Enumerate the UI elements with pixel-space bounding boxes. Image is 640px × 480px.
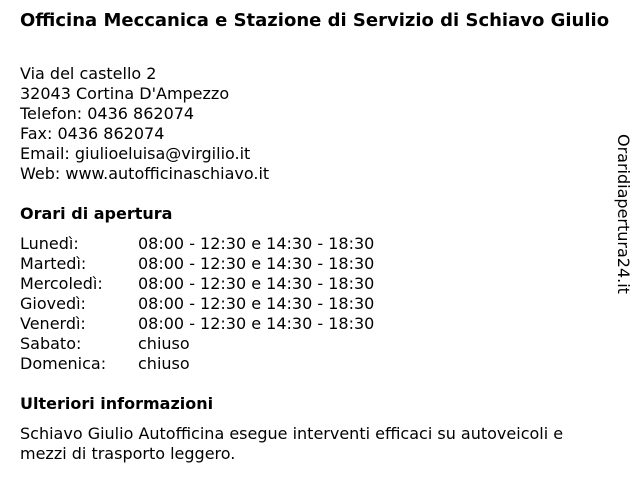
hours-row-monday xyxy=(20,234,374,254)
day-label: Martedì: xyxy=(20,254,87,273)
fax-number: Fax: 0436 862074 xyxy=(20,124,165,143)
hours-value: 08:00 - 12:30 e 14:30 - 18:30 xyxy=(138,314,375,333)
website-address: Web: www.autofficinaschiavo.it xyxy=(20,164,270,183)
hours-value: chiuso xyxy=(138,334,190,353)
opening-hours-heading: Orari di apertura xyxy=(20,204,173,223)
email-address: Email: giulioeluisa@virgilio.it xyxy=(20,144,251,163)
hours-row-saturday xyxy=(20,334,374,354)
day-label: Giovedì: xyxy=(20,294,86,313)
hours-row-tuesday xyxy=(20,254,374,274)
hours-value: 08:00 - 12:30 e 14:30 - 18:30 xyxy=(138,274,375,293)
opening-hours-table xyxy=(20,234,374,374)
day-label: Venerdì: xyxy=(20,314,86,333)
business-description: Schiavo Giulio Autofficina esegue interventi efficaci su autoveicoli e mezzi di trasporto leggero. xyxy=(20,424,564,463)
phone-number: Telefon: 0436 862074 xyxy=(20,104,195,123)
hours-row-friday xyxy=(20,314,374,334)
hours-row-thursday xyxy=(20,294,374,314)
hours-row-wednesday xyxy=(20,274,374,294)
hours-value: 08:00 - 12:30 e 14:30 - 18:30 xyxy=(138,234,375,253)
day-label: Lunedì: xyxy=(20,234,79,253)
hours-row-sunday xyxy=(20,354,374,374)
street-address: Via del castello 2 xyxy=(20,64,157,83)
hours-value: 08:00 - 12:30 e 14:30 - 18:30 xyxy=(138,254,375,273)
hours-value: chiuso xyxy=(138,354,190,373)
day-label: Sabato: xyxy=(20,334,82,353)
further-info-heading: Ulteriori informazioni xyxy=(20,394,214,413)
day-label: Domenica: xyxy=(20,354,107,373)
day-label: Mercoledì: xyxy=(20,274,103,293)
hours-value: 08:00 - 12:30 e 14:30 - 18:30 xyxy=(138,294,375,313)
contact-block xyxy=(20,64,269,184)
city-address: 32043 Cortina D'Ampezzo xyxy=(20,84,230,103)
business-title: Officina Meccanica e Stazione di Servizio di Schiavo Giulio xyxy=(20,10,610,31)
site-watermark: Oraridiapertura24.it xyxy=(614,134,633,294)
